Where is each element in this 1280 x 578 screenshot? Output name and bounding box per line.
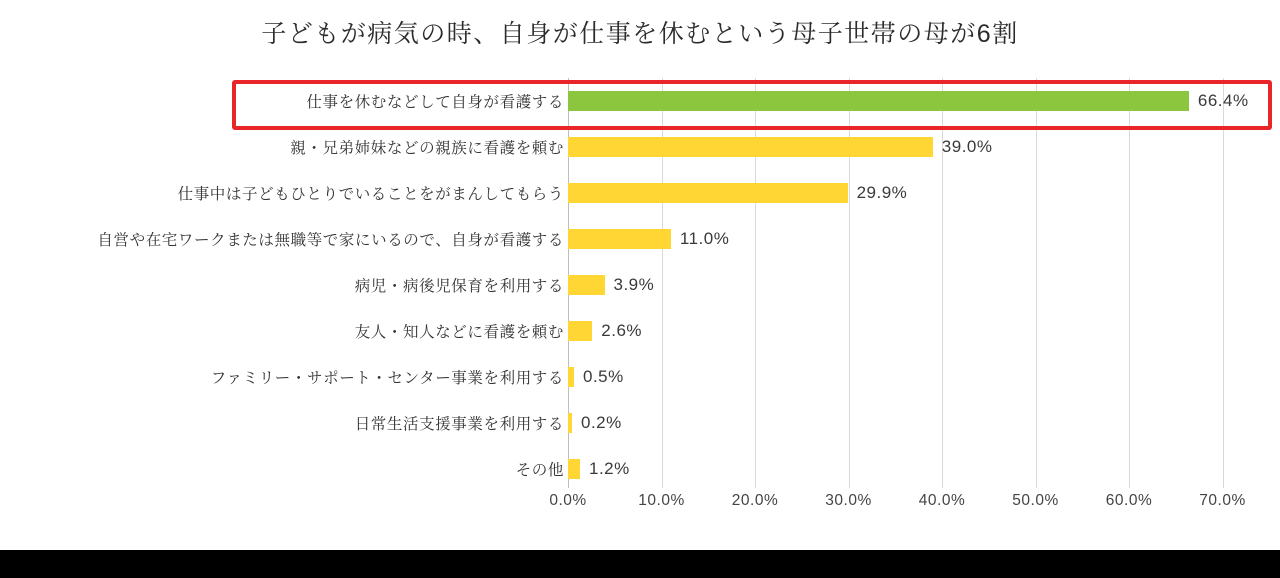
- bar-category-label: その他: [515, 462, 564, 479]
- bar-row: [0, 308, 1280, 354]
- x-tick-label: 20.0%: [731, 492, 779, 509]
- x-tick-label: 30.0%: [825, 492, 872, 509]
- bar-row: [0, 354, 1280, 400]
- bar-rect: [568, 229, 671, 249]
- bar-category-label: 日常生活支援事業を利用する: [354, 416, 564, 433]
- chart-title: 子どもが病気の時、自身が仕事を休むという母子世帯の母が6割: [261, 20, 1019, 48]
- bar-value-label: 39.0%: [941, 137, 993, 156]
- bar-group: [568, 458, 630, 480]
- bar-value-label: 66.4%: [1197, 91, 1249, 110]
- bar-group: [568, 320, 642, 342]
- bar-value-label: 1.2%: [589, 459, 630, 478]
- bar-category-label: 親・兄弟姉妹などの親族に看護を頼む: [290, 140, 564, 157]
- x-tick-label: 50.0%: [1012, 492, 1059, 509]
- bar-category-label: ファミリー・サポート・センター事業を利用する: [210, 370, 564, 387]
- bar-row: [0, 170, 1280, 216]
- bar-value-label: 2.6%: [601, 321, 643, 340]
- bar-rect: [568, 183, 848, 203]
- bar-group: [568, 366, 624, 388]
- bar-row: [0, 216, 1280, 262]
- bar-rect: [568, 367, 574, 387]
- bar-value-label: 0.5%: [583, 367, 624, 386]
- bar-rect: [568, 91, 1189, 111]
- x-tick-label: 40.0%: [918, 492, 966, 509]
- bar-value-label: 11.0%: [679, 229, 730, 248]
- bar-rect: [568, 321, 592, 341]
- bar-category-label: 仕事中は子どもひとりでいることをがまんしてもらう: [177, 186, 564, 203]
- x-tick-label: 0.0%: [549, 492, 587, 509]
- x-tick-label: 70.0%: [1199, 492, 1246, 509]
- bar-category-label: 病児・病後児保育を利用する: [354, 278, 564, 295]
- chart-bars: [0, 78, 1280, 488]
- bar-row: [0, 400, 1280, 446]
- bar-rect: [568, 275, 605, 295]
- bar-group: [568, 412, 622, 434]
- bar-value-label: 3.9%: [613, 275, 655, 294]
- bar-category-label: 友人・知人などに看護を頼む: [354, 324, 564, 341]
- x-tick-label: 10.0%: [638, 492, 685, 509]
- bar-rect: [568, 413, 572, 433]
- bar-category-label: 自営や在宅ワークまたは無職等で家にいるので、自身が看護する: [97, 232, 564, 249]
- x-axis: [549, 488, 1246, 518]
- bar-row: [0, 446, 1280, 492]
- bar-category-label: 仕事を休むなどして自身が看護する: [306, 94, 564, 111]
- bar-row: [0, 78, 1280, 124]
- bar-group: [568, 182, 907, 204]
- x-tick-label: 60.0%: [1105, 492, 1153, 509]
- bar-group: [568, 274, 654, 296]
- bar-group: [568, 228, 729, 250]
- bar-row: [0, 124, 1280, 170]
- bar-group: [568, 136, 993, 158]
- bar-group: [568, 90, 1249, 112]
- bar-rect: [568, 137, 933, 157]
- bar-row: [0, 262, 1280, 308]
- bar-rect: [568, 459, 580, 479]
- bar-value-label: 29.9%: [856, 183, 908, 202]
- bar-value-label: 0.2%: [581, 413, 622, 432]
